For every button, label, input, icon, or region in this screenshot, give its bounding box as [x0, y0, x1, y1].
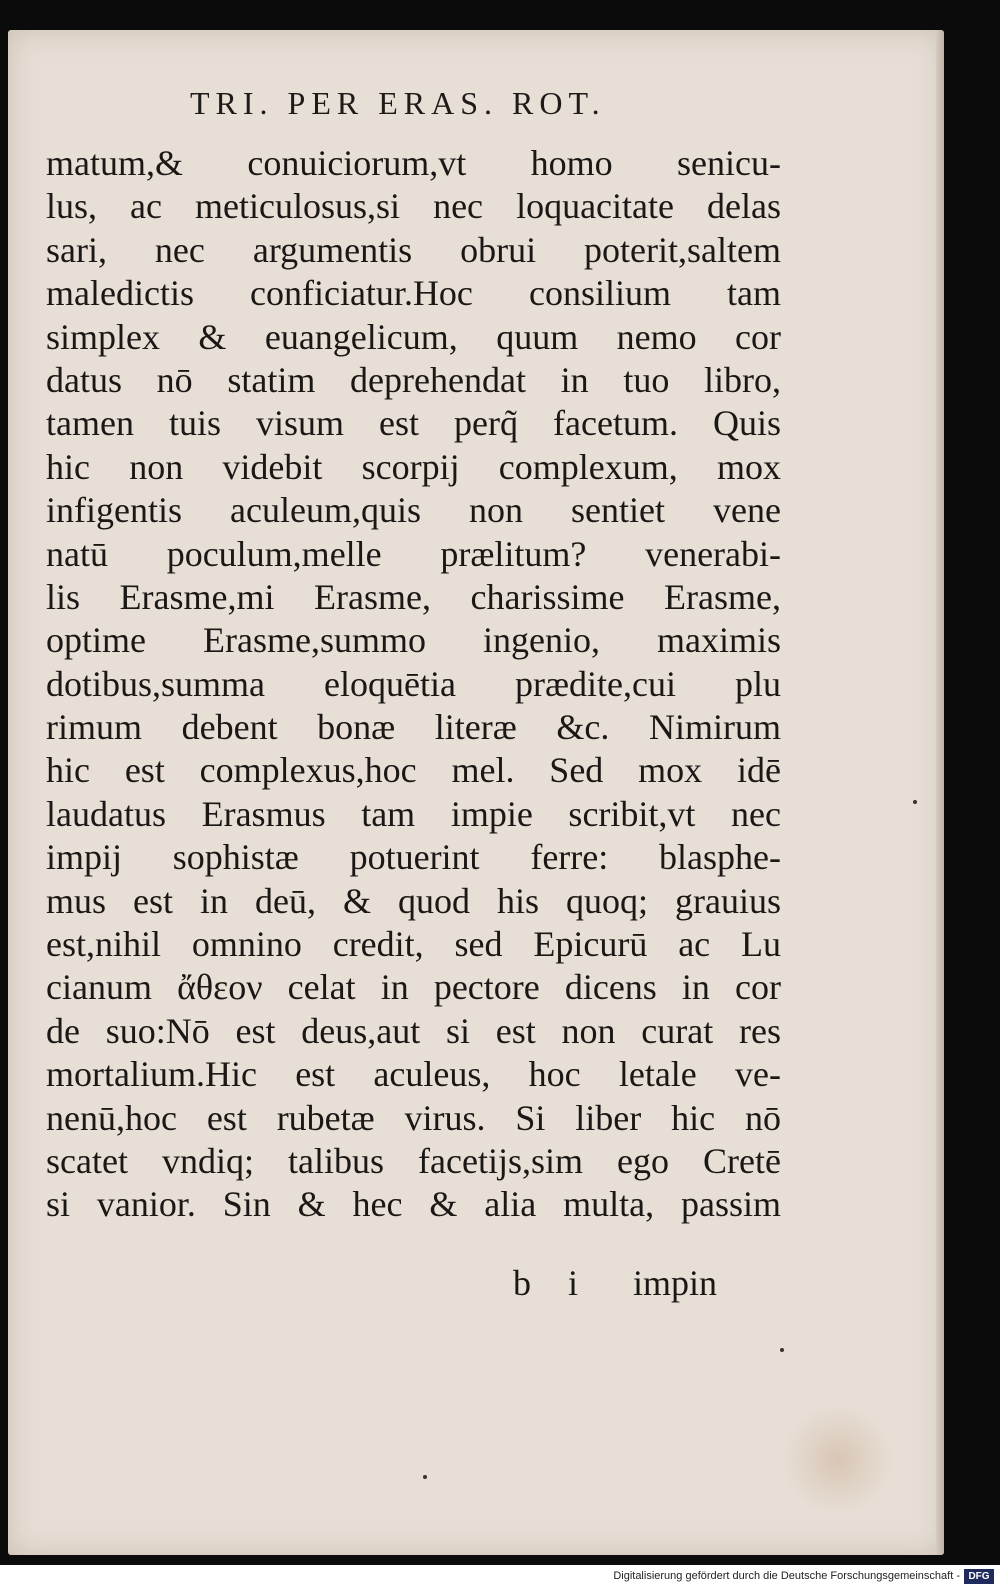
text-block	[46, 142, 781, 1227]
text-line: matum,& conuiciorum,vt homo senicu-	[46, 143, 781, 183]
text-line: sari, nec argumentis obrui poterit,saltem	[46, 229, 781, 270]
text-line: natū poculum,melle prælitum? venerabi-	[46, 533, 781, 574]
text-line: rimum debent bonæ literæ &c. Nimirum	[46, 707, 781, 748]
text-line: est,nihil omnino credit, sed Epicurū ac Lu	[46, 924, 781, 965]
running-head: TRI. PER ERAS. ROT.	[190, 85, 606, 121]
footer-bar	[0, 1565, 1000, 1590]
text-line: de suo:Nō est deus,aut si est non curat res	[46, 1010, 781, 1051]
text-line: hic est complexus,hoc mel. Sed mox idē	[46, 750, 781, 791]
text-line: infigentis aculeum,quis non sentiet vene	[46, 490, 781, 531]
text-line: lis Erasme,mi Erasme, charissime Erasme,	[46, 576, 781, 617]
text-line: laudatus Erasmus tam impie scribit,vt nec	[46, 793, 781, 834]
paper-stain	[778, 1405, 898, 1515]
text-line: nenū,hoc est rubetæ virus. Si liber hic nō	[46, 1097, 781, 1138]
text-line: scatet vndiq; talibus facetijs,sim ego Cretē	[46, 1140, 781, 1181]
text-line: si vanior. Sin & hec & alia multa, passim	[46, 1184, 781, 1225]
text-line: impij sophistæ potuerint ferre: blasphe-	[46, 837, 781, 878]
page-edge	[936, 30, 944, 1555]
footer-credit: Digitalisierung gefördert durch die Deutsche Forschungsgemeinschaft -	[613, 1570, 960, 1582]
text-line: tamen tuis visum est perq̃ facetum. Quis	[46, 403, 781, 444]
text-line: optime Erasme,summo ingenio, maximis	[46, 620, 781, 661]
text-line: lus, ac meticulosus,si nec loquacitate delas	[46, 186, 781, 227]
text-line: cianum ἄθεον celat in pectore dicens in cor	[46, 967, 781, 1008]
text-line: mortalium.Hic est aculeus, hoc letale ve-	[46, 1054, 781, 1095]
catchword: impin	[633, 1263, 718, 1303]
signature-mark: b i	[513, 1263, 593, 1303]
ink-speck	[423, 1475, 427, 1479]
dfg-logo: DFG	[964, 1569, 994, 1584]
book-page	[8, 30, 944, 1555]
ink-speck	[913, 800, 917, 804]
text-line: maledictis conficiatur.Hoc consilium tam	[46, 273, 781, 314]
text-line: simplex & euangelicum, quum nemo cor	[46, 316, 781, 357]
text-line: datus nō statim deprehendat in tuo libro,	[46, 359, 781, 400]
ink-speck	[780, 1348, 784, 1352]
text-line: hic non videbit scorpij complexum, mox	[46, 446, 781, 487]
text-line: mus est in deū, & quod his quoq; grauius	[46, 880, 781, 921]
text-line: dotibus,summa eloquētia prædite,cui plu	[46, 663, 781, 704]
